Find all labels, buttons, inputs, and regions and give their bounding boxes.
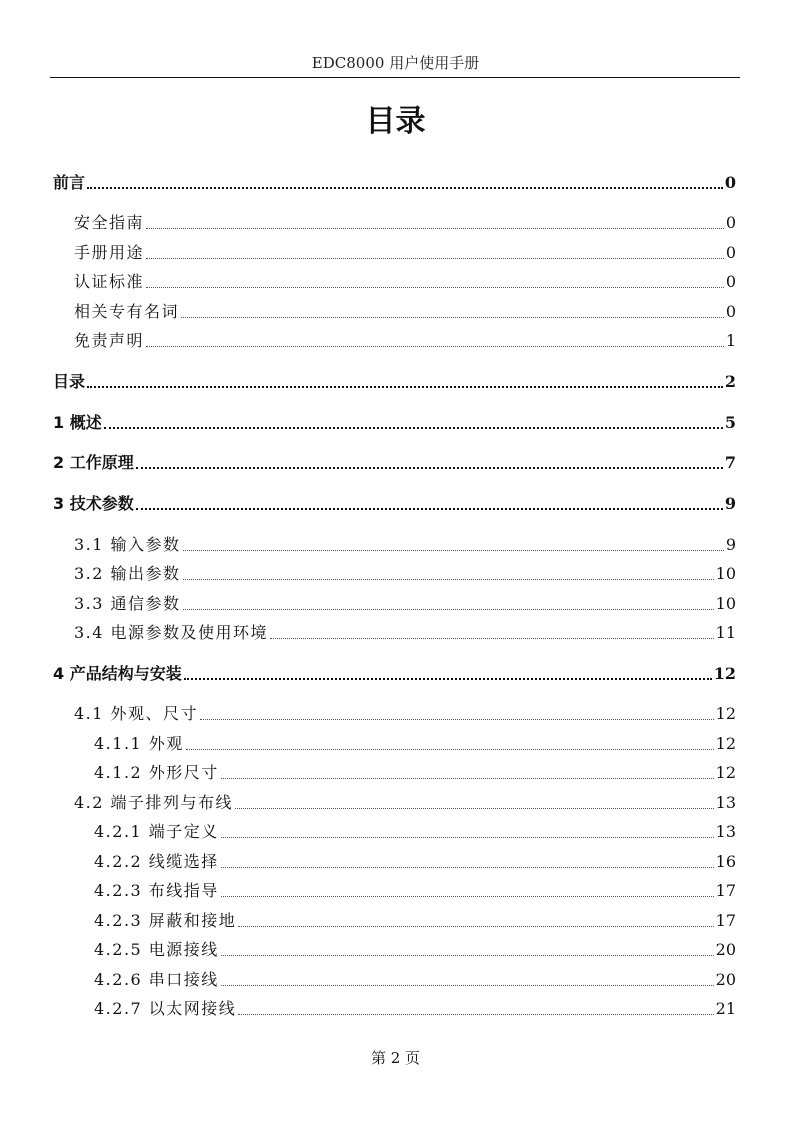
toc-dot-leader [146, 346, 724, 347]
toc-entry-page: 9 [724, 494, 736, 513]
toc-entry-label: 4.2.3 布线指导 [94, 881, 219, 900]
toc-entry-label: 4.2.1 端子定义 [94, 822, 219, 841]
toc-entry-label: 认证标准 [74, 272, 145, 291]
toc-dot-leader [235, 808, 714, 809]
toc-entry[interactable] [74, 241, 736, 263]
toc-entry[interactable] [74, 211, 736, 233]
toc-entry[interactable] [53, 662, 736, 684]
toc-dot-leader [183, 550, 724, 551]
toc-entry-page: 2 [724, 372, 736, 391]
toc-dot-leader [221, 837, 714, 838]
toc-entry-page: 0 [725, 272, 736, 291]
toc-entry[interactable] [53, 370, 736, 392]
toc-dot-leader [87, 187, 723, 189]
toc-entry[interactable] [53, 451, 736, 473]
toc-entry-label: 安全指南 [74, 213, 145, 232]
toc-entry[interactable] [74, 621, 736, 643]
toc-entry-label: 4.1 外观、尺寸 [74, 704, 199, 723]
toc-entry-label: 3.1 输入参数 [74, 535, 181, 554]
toc-entry-label: 4.1.1 外观 [94, 734, 184, 753]
toc-entry-page: 0 [725, 213, 736, 232]
toc-entry-page: 21 [715, 999, 736, 1018]
toc-dot-leader [238, 1014, 713, 1015]
toc-entry-page: 0 [725, 302, 736, 321]
toc-dot-leader [183, 579, 714, 580]
toc-entry[interactable] [94, 820, 736, 842]
toc-entry-label: 4.2.2 线缆选择 [94, 852, 219, 871]
toc-entry-page: 17 [715, 881, 736, 900]
toc-dot-leader [270, 638, 714, 639]
toc-dot-leader [104, 427, 723, 429]
toc-dot-leader [181, 317, 724, 318]
toc-dot-leader [221, 985, 714, 986]
toc-dot-leader [186, 749, 714, 750]
toc-entry-page: 20 [715, 940, 736, 959]
toc-entry-label: 3.2 输出参数 [74, 564, 181, 583]
toc-dot-leader [221, 896, 714, 897]
toc-entry-label: 前言 [53, 173, 86, 192]
toc-dot-leader [184, 678, 712, 680]
toc-entry-page: 10 [715, 564, 736, 583]
toc-entry-page: 20 [715, 970, 736, 989]
toc-entry[interactable] [74, 329, 736, 351]
toc-entry-label: 4.2 端子排列与布线 [74, 793, 234, 812]
toc-dot-leader [221, 955, 714, 956]
toc-dot-leader [221, 778, 714, 779]
toc-entry-label: 手册用途 [74, 243, 145, 262]
toc-entry-page: 1 [725, 331, 736, 350]
toc-entry-page: 5 [724, 413, 736, 432]
toc-entry-label: 免责声明 [74, 331, 145, 350]
toc-entry-label: 3.3 通信参数 [74, 594, 181, 613]
toc-entry[interactable] [94, 732, 736, 754]
toc-entry-label: 目录 [53, 372, 86, 391]
toc-entry-label: 3.4 电源参数及使用环境 [74, 623, 269, 642]
toc-entry-page: 12 [715, 763, 736, 782]
toc-entry-label: 4.2.3 屏蔽和接地 [94, 911, 237, 930]
toc-entry-page: 7 [724, 453, 736, 472]
toc-entry-label: 4.2.7 以太网接线 [94, 999, 237, 1018]
toc-entry[interactable] [74, 562, 736, 584]
page-title: 目录 [365, 104, 426, 139]
toc-entry-label: 4.2.5 电源接线 [94, 940, 219, 959]
toc-entry-label: 4.1.2 外形尺寸 [94, 763, 219, 782]
toc-entry-page: 0 [725, 243, 736, 262]
toc-entry-page: 12 [715, 704, 736, 723]
running-header: EDC8000 用户使用手册 [311, 54, 480, 72]
toc-entry[interactable] [74, 270, 736, 292]
toc-entry-label: 相关专有名词 [74, 302, 180, 321]
toc-entry[interactable] [74, 791, 736, 813]
toc-dot-leader [136, 467, 723, 469]
toc-entry-page: 11 [715, 623, 736, 642]
toc-entry[interactable] [74, 533, 736, 555]
toc-dot-leader [221, 867, 714, 868]
toc-entry[interactable] [74, 702, 736, 724]
toc-entry-label: 1 概述 [53, 413, 102, 432]
toc-entry-page: 13 [715, 822, 736, 841]
page-number-footer: 第 2 页 [370, 1049, 421, 1067]
toc-dot-leader [136, 508, 723, 510]
toc-entry[interactable] [53, 171, 736, 193]
toc-entry-page: 12 [715, 734, 736, 753]
toc-entry-label: 3 技术参数 [53, 494, 134, 513]
toc-entry[interactable] [94, 938, 736, 960]
toc-entry-label: 4.2.6 串口接线 [94, 970, 219, 989]
toc-entry[interactable] [74, 300, 736, 322]
toc-entry-page: 10 [715, 594, 736, 613]
toc-entry-page: 9 [725, 535, 736, 554]
toc-entry-page: 0 [724, 173, 736, 192]
toc-entry-label: 2 工作原理 [53, 453, 134, 472]
toc-dot-leader [146, 228, 724, 229]
toc-entry[interactable] [74, 592, 736, 614]
toc-entry-label: 4 产品结构与安装 [53, 664, 182, 683]
toc-dot-leader [183, 609, 714, 610]
toc-entry-page: 12 [713, 664, 736, 683]
toc-entry[interactable] [94, 909, 736, 931]
toc-entry[interactable] [94, 997, 736, 1019]
toc-entry-page: 17 [715, 911, 736, 930]
toc-entry[interactable] [94, 968, 736, 990]
toc-dot-leader [238, 926, 713, 927]
toc-dot-leader [146, 287, 724, 288]
toc-entry[interactable] [53, 411, 736, 433]
toc-dot-leader [87, 386, 723, 388]
toc-entry[interactable] [94, 761, 736, 783]
toc-entry[interactable] [53, 492, 736, 514]
toc-entry[interactable] [94, 879, 736, 901]
toc-entry[interactable] [94, 850, 736, 872]
toc-dot-leader [200, 719, 714, 720]
toc-entry-page: 13 [715, 793, 736, 812]
toc-dot-leader [146, 258, 724, 259]
toc-entry-page: 16 [715, 852, 736, 871]
